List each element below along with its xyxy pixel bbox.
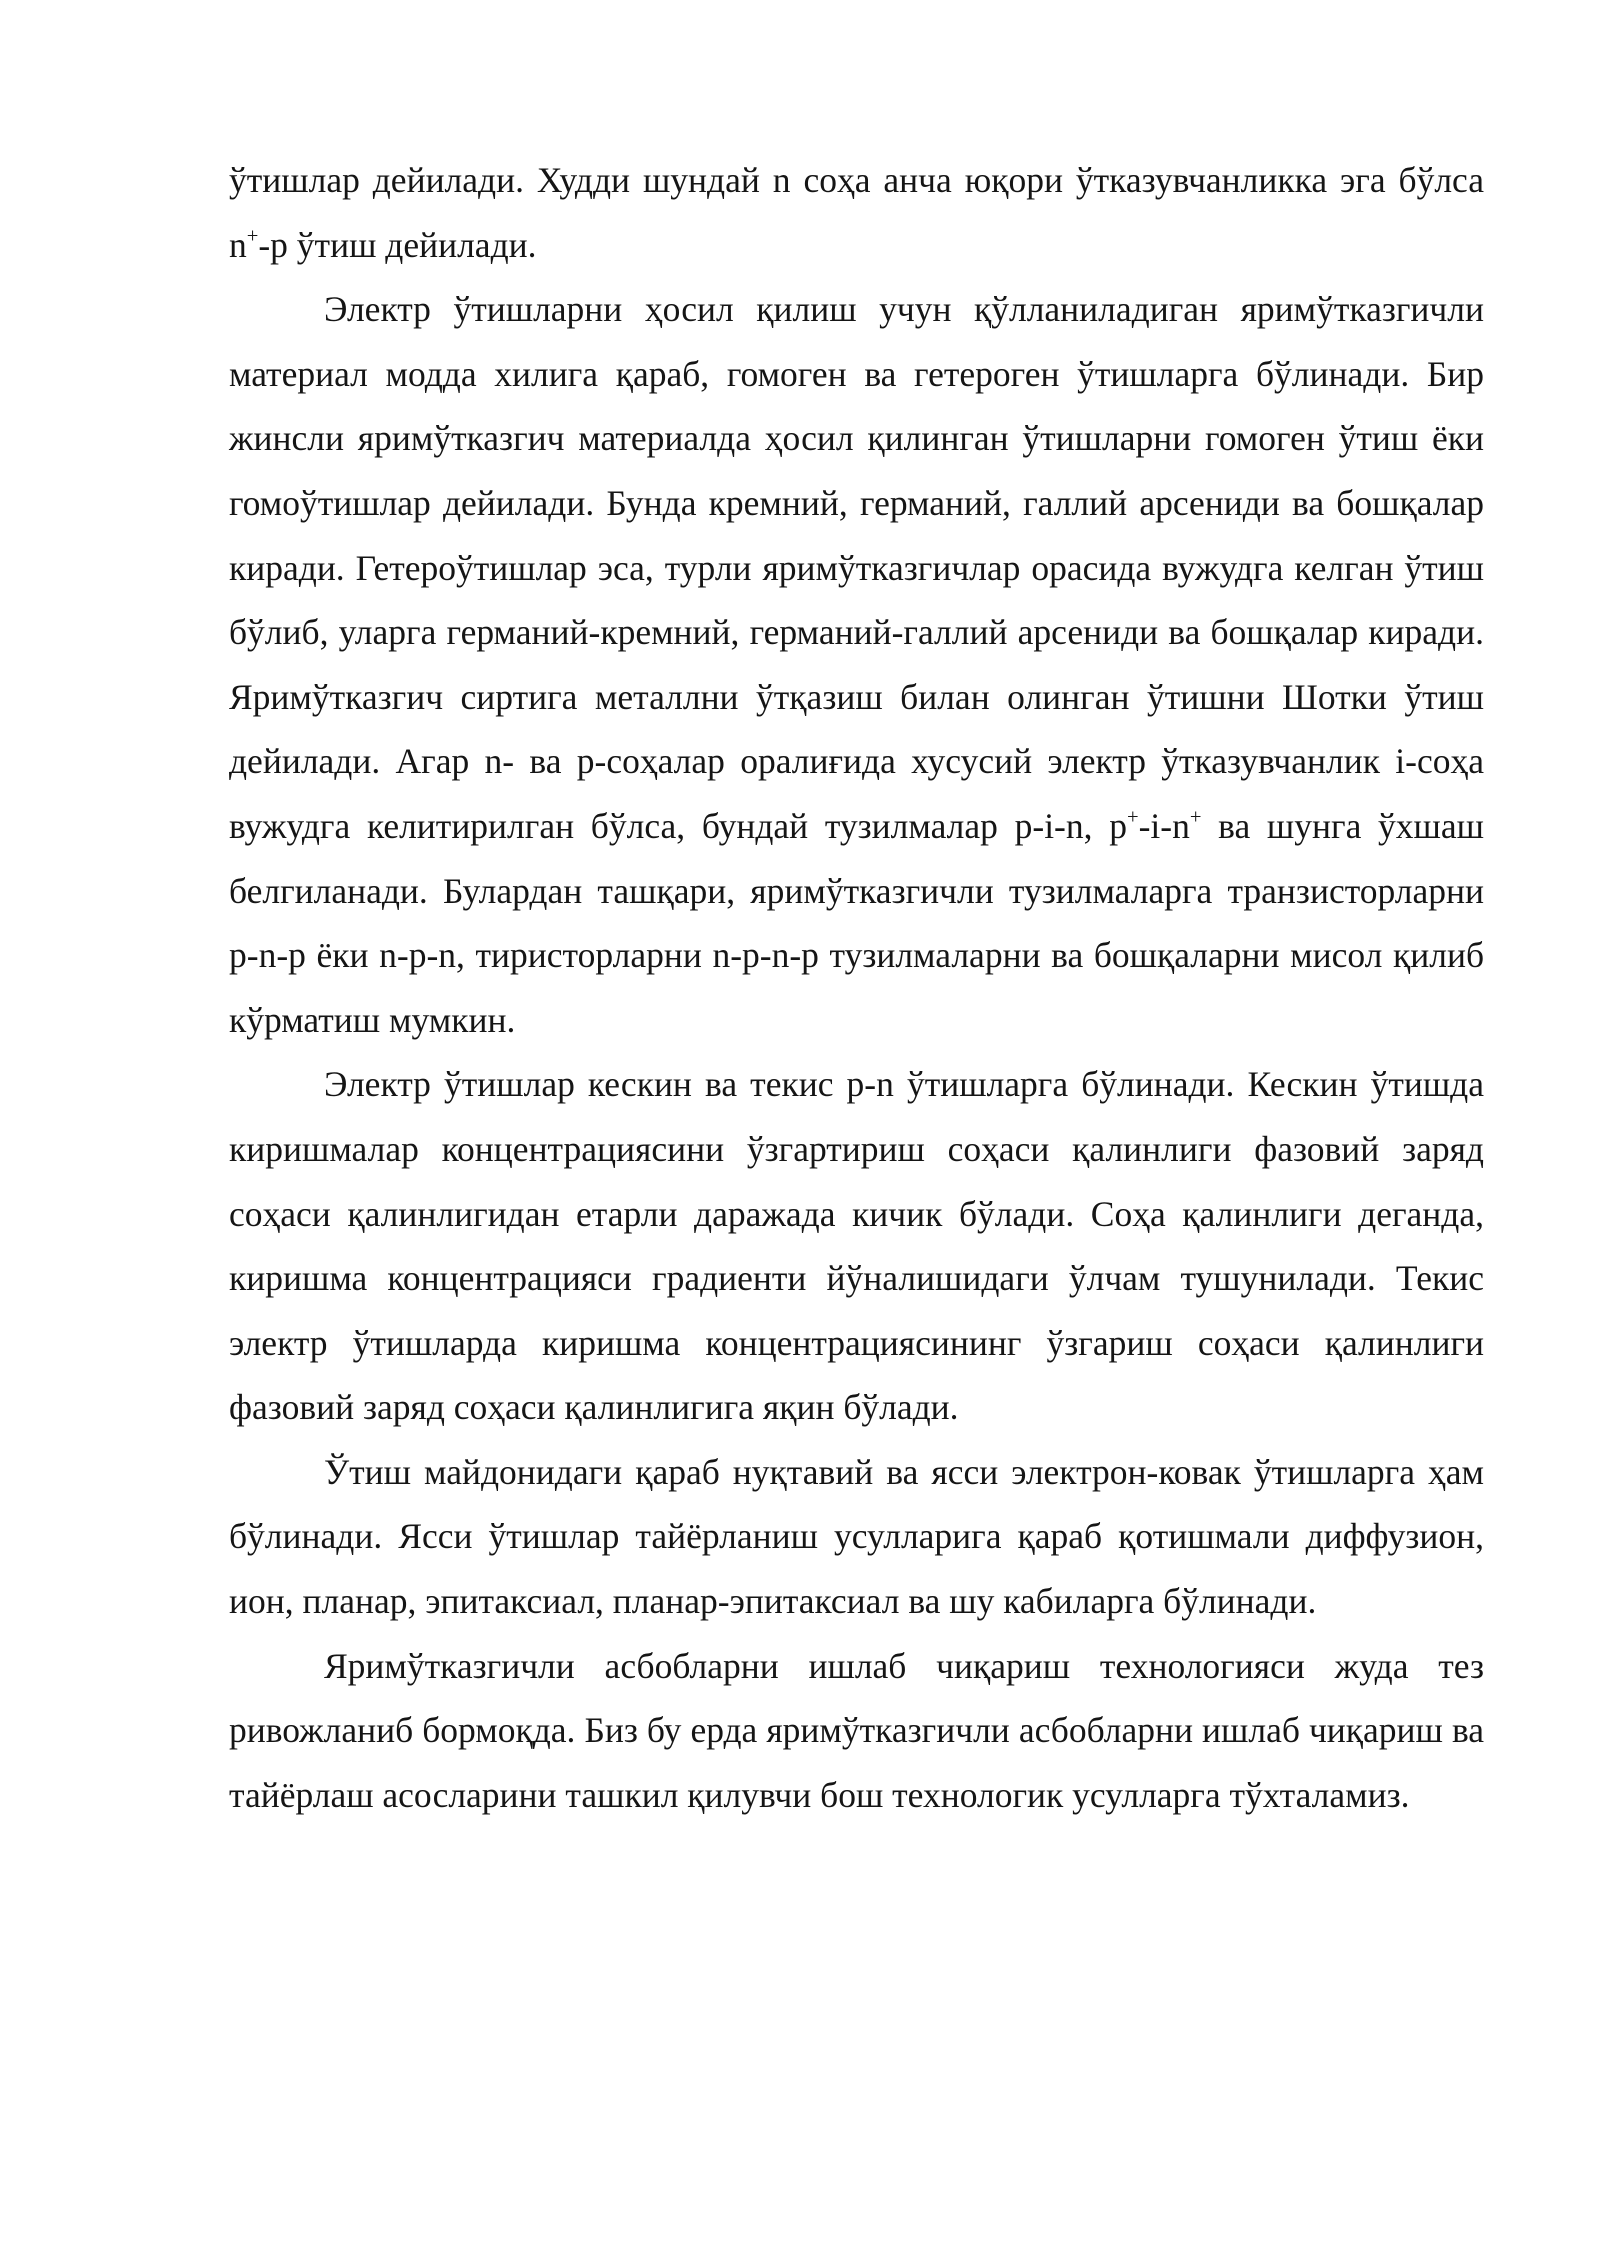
text-run: Электр ўтишларни ҳосил қилиш учун қўлланиладиган яримўтказгичли материал модда хилига қараб, гомоген ва гетероген ўтишларга бўлинади. Бир жинсли яримўтказгич материалда ҳосил қилинган ўтишларни гомоген ўтиш ёки гомоўтишлар дейилади. Бунда кремний, германий, галлий арсениди ва бошқалар киради. Гетероўтишлар эса, турли яримўтказгичлар орасида вужудга келган ўтиш бўлиб, уларга германий-кремний, германий-галлий арсениди ва бошқалар киради. Яримўтказгич сиртига металлни ўтқазиш билан олинган ўтишни Шотки ўтиш дейилади. Агар n- ва р-соҳалар оралиғида хусусий электр ўтказувчанлик i-соҳа вужудга келитирилган бўлса, бундай тузилмалар р-i-n, р — [229, 289, 1484, 846]
superscript: + — [246, 225, 259, 248]
paragraph-technology — [229, 1634, 1484, 1828]
paragraph-junction-types — [229, 277, 1484, 1052]
document-body — [229, 148, 1484, 1827]
paragraph-abrupt-graded — [229, 1052, 1484, 1440]
text-run: -i-n — [1138, 805, 1190, 846]
paragraph-point-planar — [229, 1440, 1484, 1634]
superscript: + — [1126, 806, 1139, 829]
text-run: Электр ўтишлар кескин ва текис р-n ўтишларга бўлинади. Кескин ўтишда киришмалар концентрациясини ўзгартириш соҳаси қалинлиги фазовий заряд соҳаси қалинлигидан етарли даражада кичик бўлади. Соҳа қалинлиги деганда, киришма концентрацияси градиенти йўналишидаги ўлчам тушунилади. Текис электр ўтишларда киришма концентрациясининг ўзгариш соҳаси қалинлиги фазовий заряд соҳаси қалинлигига яқин бўлади. — [229, 1064, 1484, 1428]
text-run: -р ўтиш дейилади. — [258, 224, 537, 265]
text-run: ва шунга ўхшаш белгиланади. Булардан ташқари, яримўтказгичли тузилмаларга транзисторларни р-n-р ёки n-р-n, тиристорларни n-р-n-р тузилмаларни ва бошқаларни мисол қилиб кўрматиш мумкин. — [229, 805, 1484, 1040]
text-run: ўтишлар дейилади. Худди шундай n соҳа анча юқори ўтказувчанликка эга бўлса n — [229, 160, 1484, 265]
paragraph-continuation — [229, 148, 1484, 277]
text-run: Ўтиш майдонидаги қараб нуқтавий ва ясси электрон-ковак ўтишларга ҳам бўлинади. Ясси ўтишлар тайёрланиш усулларига қараб қотишмали диффузион, ион, планар, эпитаксиал, планар-эпитаксиал ва шу кабиларга бўлинади. — [229, 1451, 1484, 1622]
superscript: + — [1189, 806, 1202, 829]
text-run: Яримўтказгичли асбобларни ишлаб чиқариш технологияси жуда тез ривожланиб бормоқда. Биз бу ерда яримўтказгичли асбобларни ишлаб чиқариш ва тайёрлаш асосларини ташкил қилувчи бош технологик усулларга тўхталамиз. — [229, 1645, 1484, 1815]
